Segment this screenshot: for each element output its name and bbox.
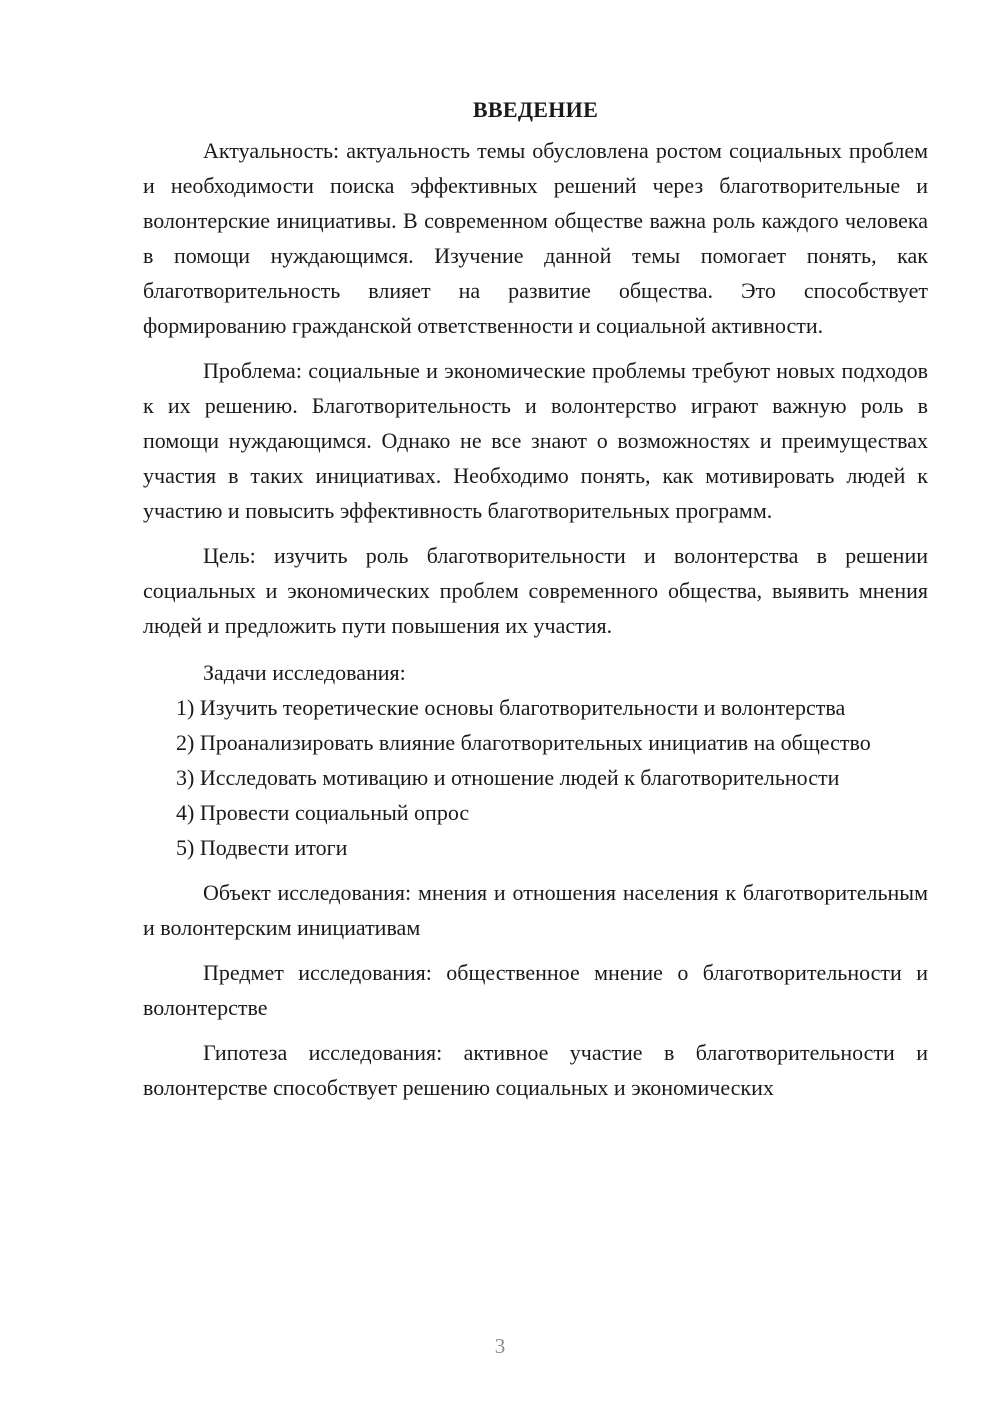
task-item: 2) Проанализировать влияние благотворительных инициатив на общество (176, 730, 871, 755)
relevance-paragraph: Актуальность: актуальность темы обусловлена ростом социальных проблем и необходимости поиска эффективных решений через благотворительные и волонтерские инициативы. В современном обществе важна роль каждого человека в помощи нуждающимся. Изучение данной темы помогает понять, как благотворительность влияет на развитие общества. Это способствует формированию гражданской ответственности и социальной активности. (143, 138, 928, 338)
task-item: 3) Исследовать мотивацию и отношение людей к благотворительности (176, 765, 840, 790)
tasks-heading: Задачи исследования: (203, 660, 406, 685)
page-title: ВВЕДЕНИЕ (472, 97, 599, 122)
subject-paragraph: Предмет исследования: общественное мнение о благотворительности и волонтерстве (143, 960, 928, 1020)
object-paragraph: Объект исследования: мнения и отношения населения к благотворительным и волонтерским инициативам (143, 880, 928, 940)
problem-paragraph: Проблема: социальные и экономические проблемы требуют новых подходов к их решению. Благотворительность и волонтерство играют важную роль в помощи нуждающимся. Однако не все знают о возможностях и преимуществах участия в таких инициативах. Необходимо понять, как мотивировать людей к участию и повысить эффективность благотворительных программ. (143, 358, 928, 523)
task-item: 4) Провести социальный опрос (176, 800, 470, 825)
hypothesis-paragraph: Гипотеза исследования: активное участие в благотворительности и волонтерстве способствует решению социальных и экономических (143, 1040, 928, 1100)
task-item: 1) Изучить теоретические основы благотворительности и волонтерства (176, 695, 846, 720)
document-page (143, 92, 928, 1105)
tasks-list (143, 690, 928, 865)
page-number: 3 (494, 1334, 506, 1358)
goal-paragraph: Цель: изучить роль благотворительности и волонтерства в решении социальных и экономических проблем современного общества, выявить мнения людей и предложить пути повышения их участия. (143, 543, 928, 638)
task-item: 5) Подвести итоги (176, 835, 348, 860)
